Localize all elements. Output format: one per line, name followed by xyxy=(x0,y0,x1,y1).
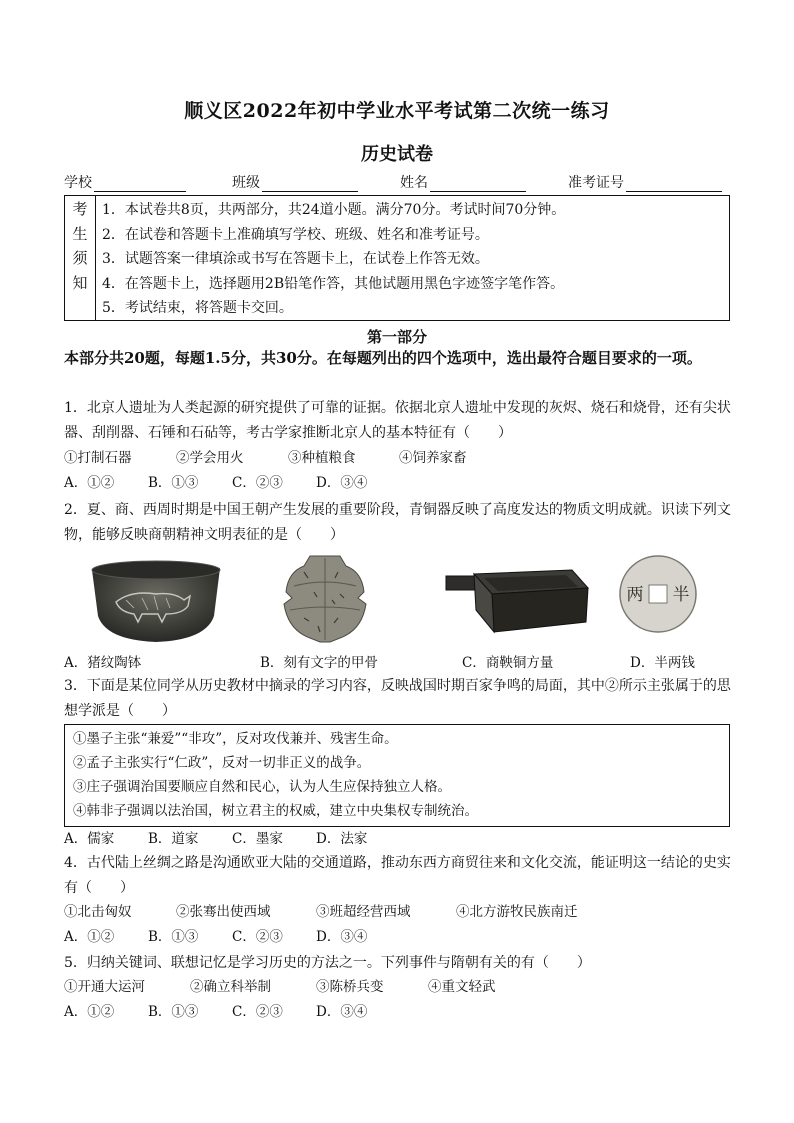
exam-id-field xyxy=(568,172,722,192)
q3-option-b: B．道家 xyxy=(148,831,199,847)
exam-subtitle: 历史试卷 xyxy=(361,144,433,165)
q1-option-b: B．①③ xyxy=(148,475,199,491)
q2-option-d: D．半两钱 xyxy=(630,655,695,671)
notice-heading-char: 知 xyxy=(72,273,88,292)
exam-id-label: 准考证号 xyxy=(568,175,624,191)
q5-option-a: A．①② xyxy=(64,1004,115,1020)
q4-option-d: D．③④ xyxy=(316,929,368,945)
q4-option-a: A．①② xyxy=(64,929,115,945)
q3-quote: ④韩非子强调以法治国，树立君主的权威，建立中央集权专制统治。 xyxy=(73,803,478,819)
q4-item: ②张骞出使西域 xyxy=(176,904,271,920)
q4-option-b: B．①③ xyxy=(148,929,199,945)
notice-item: 2．在试卷和答题卡上准确填写学校、班级、姓名和准考证号。 xyxy=(102,226,489,243)
q1-item: ②学会用火 xyxy=(176,450,244,466)
q1-options xyxy=(64,472,732,494)
q5-option-b: B．①③ xyxy=(148,1004,199,1020)
school-label: 学校 xyxy=(64,175,92,191)
exam-notice-box xyxy=(64,195,730,321)
notice-heading xyxy=(65,196,96,320)
name-label: 姓名 xyxy=(400,175,428,191)
q4-option-c: C．②③ xyxy=(232,929,283,945)
q1-items xyxy=(64,447,732,469)
q5-item: ①开通大运河 xyxy=(64,979,145,995)
q3-option-c: C．墨家 xyxy=(232,831,283,847)
notice-list xyxy=(102,198,725,321)
q1-option-a: A．①② xyxy=(64,475,115,491)
q3-quote-box xyxy=(64,724,730,827)
q2-option-b: B．刻有文字的甲骨 xyxy=(260,655,378,671)
q4-item: ③班超经营西域 xyxy=(316,904,411,920)
q1-item: ③种植粮食 xyxy=(288,450,356,466)
q4-options xyxy=(64,926,732,948)
q3-option-a: A．儒家 xyxy=(64,831,115,847)
coin-right-character: 半 xyxy=(672,585,690,605)
notice-heading-char: 须 xyxy=(72,249,88,267)
section-intro: 本部分共20题，每题1.5分，共30分。在每题列出的四个选项中，选出最符合题目要求的一项。 xyxy=(64,349,702,367)
notice-heading-char: 考 xyxy=(72,200,88,218)
name-blank xyxy=(430,176,526,192)
q1-stem: 1．北京人遗址为人类起源的研究提供了可靠的证据。依据北京人遗址中发现的灰烬、烧石和烧骨，还有尖状器、刮削器、石锤和石砧等，考古学家推断北京人的基本特征有（ ） xyxy=(64,400,731,441)
exam-title: 顺义区2022年初中学业水平考试第二次统一练习 xyxy=(184,100,610,122)
class-label: 班级 xyxy=(232,175,260,191)
banliang-coin-image xyxy=(618,554,698,634)
q5-item: ③陈桥兵变 xyxy=(316,979,384,995)
q1-item: ①打制石器 xyxy=(64,450,132,466)
q2-option-a: A．猪纹陶钵 xyxy=(64,655,142,671)
q3-quote: ③庄子强调治国要顺应自然和民心，认为人生应保持独立人格。 xyxy=(73,779,451,795)
q2-stem: 2．夏、商、西周时期是中国王朝产生发展的重要阶段，青铜器反映了高度发达的物质文明成就。识读下列文物，能够反映商朝精神文明表征的是（ ） xyxy=(64,502,731,543)
notice-item: 5．考试结束，将答题卡交回。 xyxy=(102,300,293,316)
q3-option-d: D．法家 xyxy=(316,831,368,847)
q4-item: ④北方游牧民族南迁 xyxy=(456,904,578,920)
q4-item: ①北击匈奴 xyxy=(64,904,132,920)
school-blank xyxy=(94,176,186,192)
q1-item: ④饲养家畜 xyxy=(399,450,467,466)
q5-option-c: C．②③ xyxy=(232,1004,283,1020)
q3-stem: 3．下面是某位同学从历史教材中摘录的学习内容，反映战国时期百家争鸣的局面，其中②所示主张属于的思想学派是（ ） xyxy=(64,678,731,719)
q5-item: ④重文轻武 xyxy=(428,979,496,995)
q5-item: ②确立科举制 xyxy=(190,979,271,995)
coin-left-character: 两 xyxy=(626,585,644,605)
exam-id-blank xyxy=(626,176,722,192)
q1-option-d: D．③④ xyxy=(316,475,368,491)
notice-item: 4．在答题卡上，选择题用2B铅笔作答，其他试题用黑色字迹签字笔作答。 xyxy=(102,275,565,292)
section-title: 第一部分 xyxy=(366,328,427,346)
q3-quote: ①墨子主张“兼爱”“非攻”，反对攻伐兼并、残害生命。 xyxy=(73,731,398,747)
q3-options xyxy=(64,828,732,850)
notice-item: 1．本试卷共8页，共两部分，共24道小题。满分70分。考试时间70分钟。 xyxy=(102,202,566,218)
class-field xyxy=(232,172,358,192)
notice-item: 3．试题答案一律填涂或书写在答题卡上，在试卷上作答无效。 xyxy=(102,251,489,267)
q3-quote: ②孟子主张实行“仁政”，反对一切非正义的战争。 xyxy=(73,755,371,771)
school-field xyxy=(64,172,186,192)
pig-pattern-pottery-bowl-image xyxy=(86,556,226,644)
q4-stem: 4．古代陆上丝绸之路是沟通欧亚大陆的交通道路，推动东西方商贸往来和文化交流，能证明这一结论的史实有（ ） xyxy=(64,855,731,896)
shang-yang-bronze-measure-image xyxy=(444,560,590,636)
name-field xyxy=(400,172,526,192)
student-info-row xyxy=(64,172,730,194)
q2-option-c: C．商鞅铜方量 xyxy=(462,655,554,671)
q5-items xyxy=(64,976,732,998)
oracle-bone-image xyxy=(280,552,370,644)
class-blank xyxy=(262,176,358,192)
q5-option-d: D．③④ xyxy=(316,1004,368,1020)
q5-options xyxy=(64,1001,732,1023)
q5-stem: 5．归纳关键词、联想记忆是学习历史的方法之一。下列事件与隋朝有关的有（ ） xyxy=(64,955,591,971)
q4-items xyxy=(64,901,732,923)
q1-option-c: C．②③ xyxy=(232,475,283,491)
notice-heading-char: 生 xyxy=(72,224,88,243)
